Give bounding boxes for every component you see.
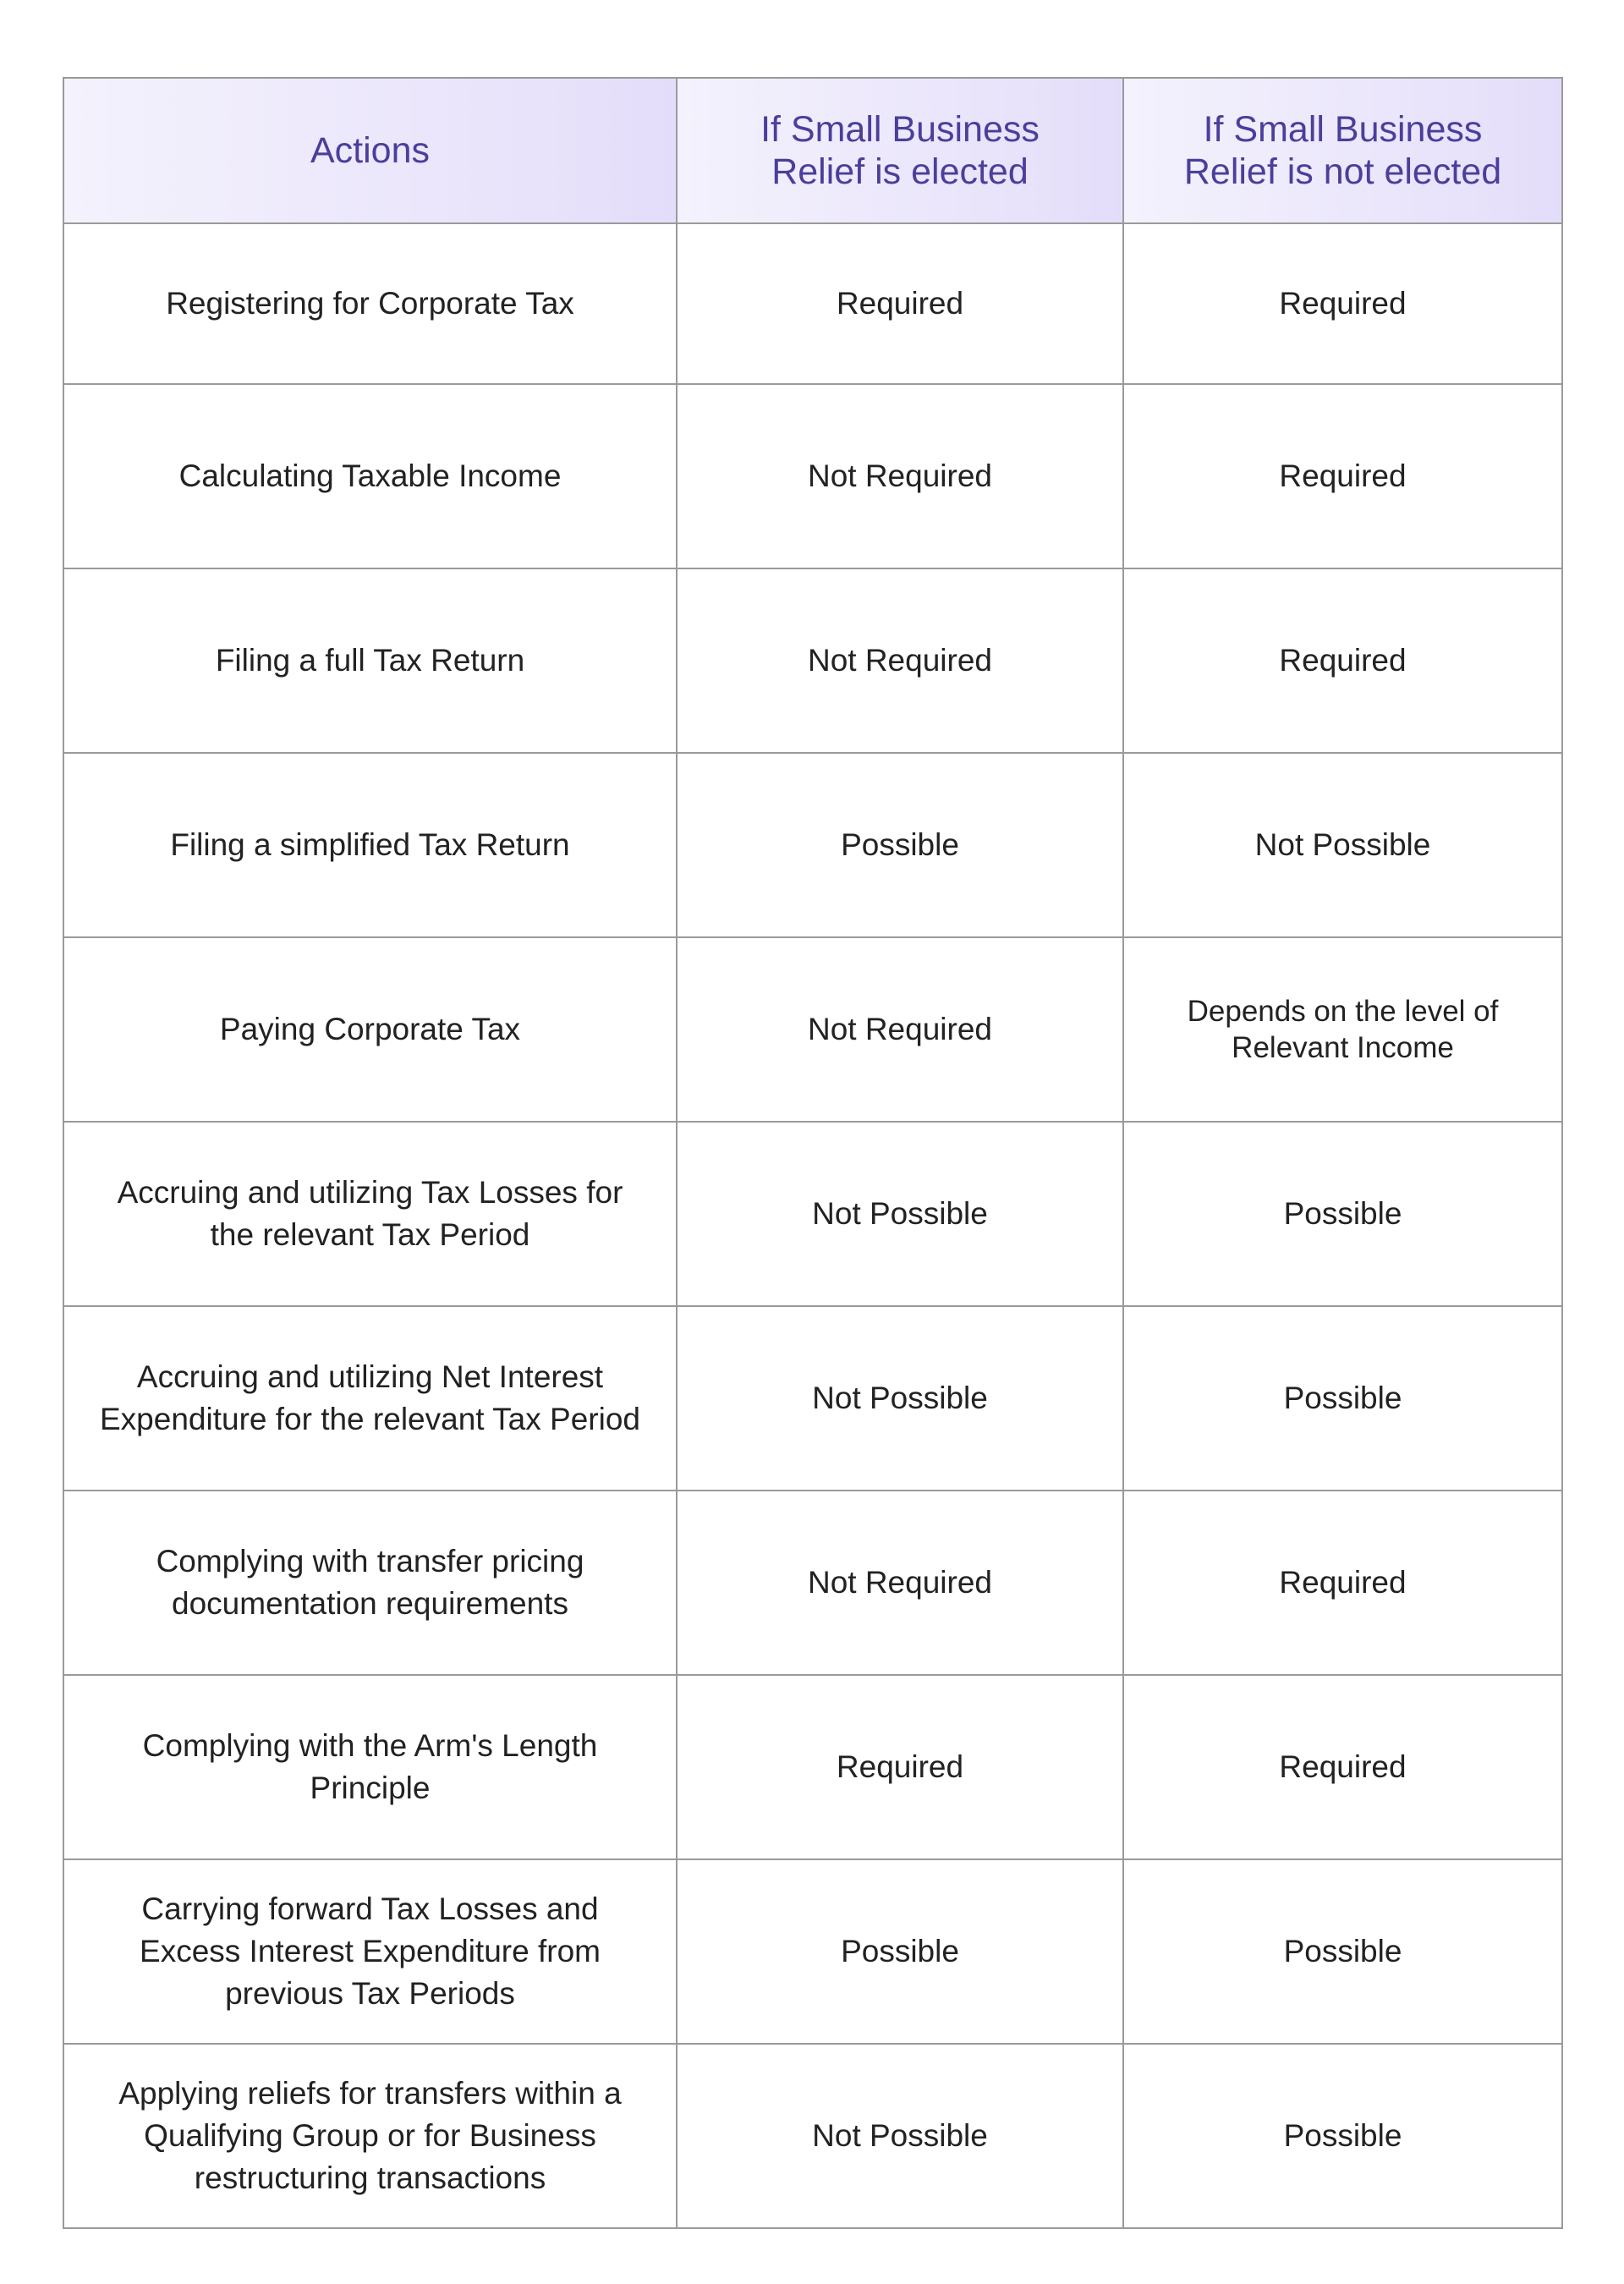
- action-cell: Filing a simplified Tax Return: [63, 753, 677, 937]
- action-cell: Complying with transfer pricing documentation requirements: [63, 1491, 677, 1675]
- elected-cell: Required: [677, 1675, 1123, 1859]
- small-business-relief-table: [63, 77, 1563, 2229]
- table-row: [63, 1675, 1562, 1859]
- not-elected-cell: Depends on the level of Relevant Income: [1123, 937, 1562, 1122]
- action-cell: Accruing and utilizing Tax Losses for the relevant Tax Period: [63, 1122, 677, 1306]
- header-relief-not-elected: If Small Business Relief is not elected: [1123, 78, 1562, 223]
- not-elected-cell: Possible: [1123, 2044, 1562, 2228]
- table-row: [63, 1306, 1562, 1491]
- elected-cell: Not Possible: [677, 1122, 1123, 1306]
- action-cell: Accruing and utilizing Net Interest Expenditure for the relevant Tax Period: [63, 1306, 677, 1491]
- table-row: [63, 1491, 1562, 1675]
- table-row: [63, 384, 1562, 568]
- table-row: [63, 937, 1562, 1122]
- elected-cell: Possible: [677, 753, 1123, 937]
- elected-cell: Possible: [677, 1859, 1123, 2044]
- action-cell: Complying with the Arm's Length Principle: [63, 1675, 677, 1859]
- elected-cell: Not Required: [677, 568, 1123, 753]
- not-elected-cell: Possible: [1123, 1306, 1562, 1491]
- not-elected-cell: Not Possible: [1123, 753, 1562, 937]
- action-cell: Applying reliefs for transfers within a Qualifying Group or for Business restructuring transactions: [63, 2044, 677, 2228]
- action-cell: Calculating Taxable Income: [63, 384, 677, 568]
- header-relief-elected: If Small Business Relief is elected: [677, 78, 1123, 223]
- not-elected-cell: Possible: [1123, 1859, 1562, 2044]
- elected-cell: Not Required: [677, 384, 1123, 568]
- action-cell: Paying Corporate Tax: [63, 937, 677, 1122]
- header-actions: Actions: [63, 78, 677, 223]
- not-elected-cell: Required: [1123, 568, 1562, 753]
- elected-cell: Not Required: [677, 1491, 1123, 1675]
- table-header-row: [63, 78, 1562, 223]
- not-elected-cell: Required: [1123, 1675, 1562, 1859]
- table-row: [63, 753, 1562, 937]
- not-elected-cell: Required: [1123, 223, 1562, 384]
- elected-cell: Not Possible: [677, 2044, 1123, 2228]
- action-cell: Carrying forward Tax Losses and Excess Interest Expenditure from previous Tax Periods: [63, 1859, 677, 2044]
- comparison-table-container: [63, 77, 1561, 2229]
- not-elected-cell: Required: [1123, 384, 1562, 568]
- action-cell: Filing a full Tax Return: [63, 568, 677, 753]
- table-row: [63, 223, 1562, 384]
- table-row: [63, 1859, 1562, 2044]
- elected-cell: Not Required: [677, 937, 1123, 1122]
- table-row: [63, 568, 1562, 753]
- not-elected-cell: Possible: [1123, 1122, 1562, 1306]
- elected-cell: Not Possible: [677, 1306, 1123, 1491]
- elected-cell: Required: [677, 223, 1123, 384]
- table-row: [63, 1122, 1562, 1306]
- action-cell: Registering for Corporate Tax: [63, 223, 677, 384]
- table-row: [63, 2044, 1562, 2228]
- not-elected-cell: Required: [1123, 1491, 1562, 1675]
